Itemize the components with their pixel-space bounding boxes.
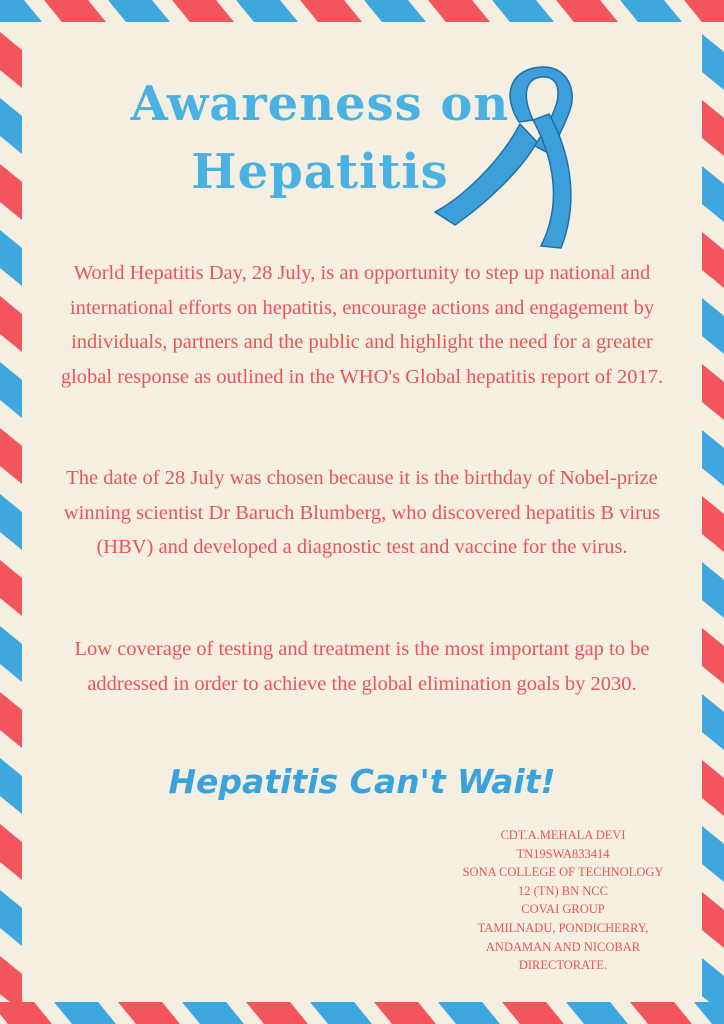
border-stripe: [0, 164, 22, 220]
border-stripe: [44, 0, 106, 22]
border-stripe: [0, 428, 22, 484]
border-stripe: [364, 0, 426, 22]
border-stripe: [0, 758, 22, 814]
border-stripe: [310, 1002, 372, 1024]
border-stripe: [246, 1002, 308, 1024]
border-stripe: [118, 1002, 180, 1024]
border-stripe: [702, 166, 724, 222]
paragraph-coverage-gap: Low coverage of testing and treatment is the most important gap to be addressed in order to achieve the global elimination goals by 2030.: [74, 638, 650, 695]
border-stripe: [0, 230, 22, 286]
border-stripe: [702, 298, 724, 354]
border-stripe: [702, 430, 724, 486]
border-stripe: [702, 34, 724, 90]
border-stripe: [702, 232, 724, 288]
border-stripe: [0, 0, 42, 22]
border-stripe: [0, 494, 22, 550]
signature-line: SONA COLLEGE OF TECHNOLOGY: [462, 865, 664, 880]
signature-line: TN19SWA833414: [516, 846, 610, 861]
border-stripe: [702, 496, 724, 552]
border-stripe: [108, 0, 170, 22]
border-stripe: [300, 0, 362, 22]
signature-line: DIRECTORATE.: [518, 958, 608, 973]
border-stripe: [702, 892, 724, 948]
border-stripe: [702, 694, 724, 750]
signature-block: [432, 826, 694, 975]
border-stripe: [54, 1002, 116, 1024]
signature-line: COVAI GROUP: [521, 902, 605, 917]
border-stripe: [702, 364, 724, 420]
border-stripe: [0, 626, 22, 682]
paragraph-world-hepatitis-day: World Hepatitis Day, 28 July, is an opportunity to step up national and international efforts on hepatitis, encourage actions and engagement by individuals, partners and the public and highlight the need for a greater global response as outlined in the WHO's Global hepatitis report of 2017.: [60, 262, 664, 388]
border-stripe: [702, 628, 724, 684]
border-stripe: [620, 0, 682, 22]
border-stripe: [702, 760, 724, 816]
border-stripe: [0, 1002, 52, 1024]
border-stripe: [0, 98, 22, 154]
border-stripe: [0, 890, 22, 946]
border-stripe: [0, 560, 22, 616]
border-stripe: [566, 1002, 628, 1024]
border-stripe: [0, 362, 22, 418]
border-stripe: [492, 0, 554, 22]
border-stripe: [702, 562, 724, 618]
ribbon-right-tail: [533, 114, 571, 248]
border-stripe: [0, 692, 22, 748]
border-stripe: [556, 0, 618, 22]
signature-line: CDT.A.MEHALA DEVI: [500, 828, 626, 842]
border-stripe: [0, 824, 22, 880]
border-stripe: [182, 1002, 244, 1024]
border-stripe: [438, 1002, 500, 1024]
signature-line: ANDAMAN AND NICOBAR: [485, 939, 641, 954]
border-stripe: [0, 32, 22, 88]
slogan: Hepatitis Can't Wait!: [168, 762, 556, 801]
border-stripe: [374, 1002, 436, 1024]
title-line-2: Hepatitis: [191, 144, 449, 200]
border-stripe: [0, 296, 22, 352]
signature-line: TAMILNADU, PONDICHERRY,: [477, 920, 649, 935]
signature-line: 12 (TN) BN NCC: [518, 883, 608, 898]
border-stripe: [502, 1002, 564, 1024]
ribbon-left-tail: [435, 124, 537, 225]
border-stripe: [630, 1002, 692, 1024]
border-stripe: [702, 826, 724, 882]
border-stripe: [172, 0, 234, 22]
title-line-1: Awareness on: [130, 76, 510, 132]
border-stripe: [236, 0, 298, 22]
paragraph-date-origin: The date of 28 July was chosen because it is the birthday of Nobel-prize winning scientist Dr Baruch Blumberg, who discovered hepatitis B virus (HBV) and developed a diagnostic test and vaccine for the virus.: [63, 467, 661, 558]
border-stripe: [428, 0, 490, 22]
awareness-ribbon-icon: [425, 62, 590, 252]
border-stripe: [702, 100, 724, 156]
border-stripe: [684, 0, 724, 22]
